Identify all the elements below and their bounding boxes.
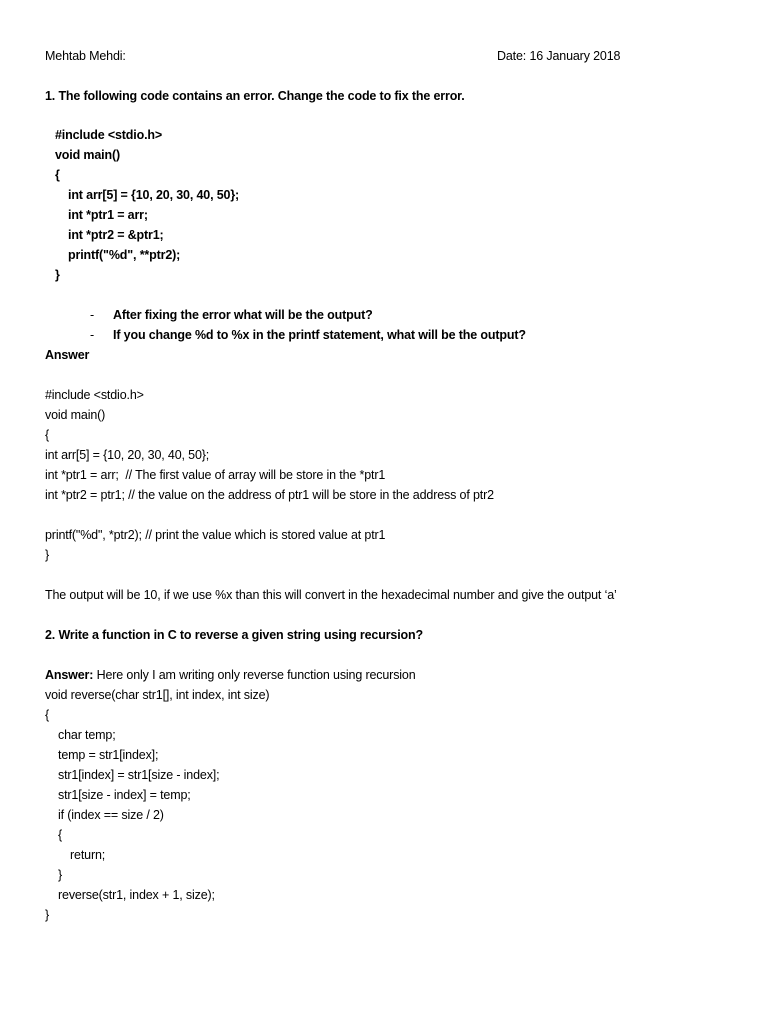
q1-bullet: If you change %d to %x in the printf statement, what will be the output? (113, 328, 526, 342)
q2-code-line: if (index == size / 2) (58, 808, 164, 822)
q2-code-line: { (58, 828, 63, 842)
q1-code-line: int arr[5] = {10, 20, 30, 40, 50}; (68, 188, 240, 202)
q1-bullet: After fixing the error what will be the output? (113, 308, 373, 322)
q2-answer-label: Answer: (45, 668, 94, 682)
bullet-dash: - (90, 308, 95, 322)
q1-answer-code-line: void main() (45, 408, 106, 422)
q1-answer-code-line: int *ptr1 = arr; // The first value of array will be store in the *ptr1 (45, 468, 386, 482)
q2-answer-intro-line (45, 667, 416, 683)
q2-code-line: reverse(str1, index + 1, size); (58, 888, 215, 902)
q1-answer-code-line: #include <stdio.h> (45, 388, 144, 402)
q1-answer-code-line: int *ptr2 = ptr1; // the value on the address of ptr1 will be store in the address of ptr2 (45, 488, 494, 502)
q2-code-line: return; (70, 848, 106, 862)
q1-answer-label: Answer (45, 348, 90, 362)
document-date: Date: 16 January 2018 (497, 49, 621, 63)
q2-code-line: { (45, 708, 50, 722)
q2-code-line: str1[size - index] = temp; (58, 788, 191, 802)
bullet-dash: - (90, 328, 95, 342)
question-2-prompt: 2. Write a function in C to reverse a given string using recursion? (45, 628, 423, 642)
q2-code-line: void reverse(char str1[], int index, int size) (45, 688, 270, 702)
q2-code-line: } (45, 908, 50, 922)
q1-code-line: int *ptr1 = arr; (68, 208, 148, 222)
q1-answer-code-line: } (45, 548, 50, 562)
q2-answer-intro: Here only I am writing only reverse function using recursion (93, 668, 416, 682)
q1-answer-code-line: { (45, 428, 50, 442)
author-name: Mehtab Mehdi: (45, 49, 126, 63)
q1-answer-code-line: printf("%d", *ptr2); // print the value which is stored value at ptr1 (45, 528, 386, 542)
question-1-prompt: 1. The following code contains an error. Change the code to fix the error. (45, 89, 465, 103)
q1-code-line: printf("%d", **ptr2); (68, 248, 181, 262)
q1-code-line: { (55, 168, 60, 182)
q1-answer-code-line: int arr[5] = {10, 20, 30, 40, 50}; (45, 448, 210, 462)
q2-code-line: temp = str1[index]; (58, 748, 159, 762)
q1-code-line: void main() (55, 148, 121, 162)
q2-code-line: str1[index] = str1[size - index]; (58, 768, 220, 782)
q1-conclusion: The output will be 10, if we use %x than this will convert in the hexadecimal number and give the output ‘a’ (45, 588, 617, 602)
q1-code-line: int *ptr2 = &ptr1; (68, 228, 164, 242)
q1-code-line: } (55, 268, 60, 282)
q1-code-line: #include <stdio.h> (55, 128, 163, 142)
q2-code-line: } (58, 868, 63, 882)
q2-code-line: char temp; (58, 728, 116, 742)
